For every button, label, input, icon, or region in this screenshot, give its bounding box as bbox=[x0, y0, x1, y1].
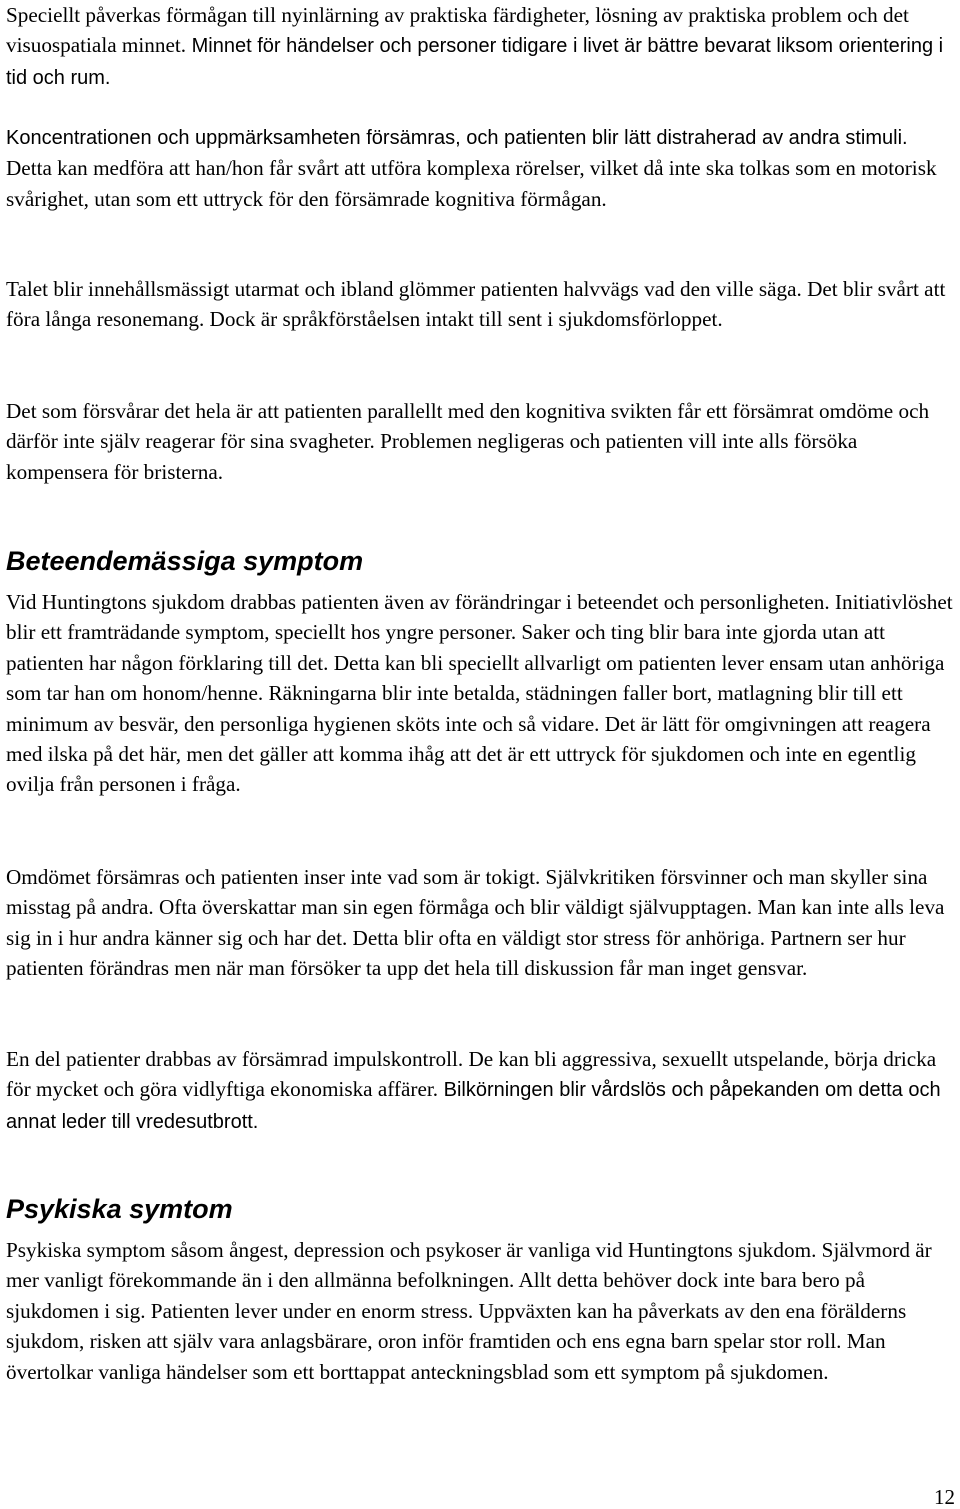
paragraph-impulse-text: En del patienter drabbas av försämrad impulskontroll. De kan bli aggressiva, sexuellt utspelande, börja dricka för mycket och göra vidlyftiga ekonomiska affärer. bbox=[6, 1047, 937, 1102]
paragraph-impulse-text-2: Bilkörningen blir vårdslös och påpekanden om detta och annat leder till vredesutbrott. bbox=[6, 1079, 941, 1133]
heading-behavioral-symptoms: Beteendemässiga symptom bbox=[6, 546, 364, 576]
paragraph-psychological-text: Psykiska symptom såsom ångest, depression och psykoser är vanliga vid Huntingtons sjukdom. Självmord är mer vanligt förekommande än i den allmänna befolkningen. Allt detta behöver dock inte bara bero på sjukdomen i sig. Patienten lever under en enorm stress. Uppväxten kan ha påverkats av den ena förälderns sjukdom, risken att själv vara anlagsbärare, oron inför framtiden och ens egna barn spelar stor roll. Man övertolkar vanliga händelser som ett borttappat anteckningsblad som ett symptom på sjukdomen. bbox=[6, 1238, 932, 1384]
heading-psychological-symptoms: Psykiska symtom bbox=[6, 1194, 233, 1224]
paragraph-psychological bbox=[6, 1235, 956, 1387]
paragraph-impulse bbox=[6, 1044, 956, 1137]
paragraph-selfcriticism-text: Omdömet försämras och patienten inser inte vad som är tokigt. Självkritiken försvinner och man skyller sina misstag på andra. Ofta överskattar man sin egen förmåga och blir väldigt självupptagen. Man kan inte alls leva sig in i hur andra känner sig och har det. Detta blir ofta en väldigt stor stress för anhöriga. Partnern ser hur patienten förändras men när man försöker ta upp det hela till diskussion får man inget gensvar. bbox=[6, 865, 945, 981]
paragraph-concentration-text: Koncentrationen och uppmärksamheten försämras, och patienten blir lätt distraherad av andra stimuli. bbox=[6, 127, 908, 149]
page-number: 12 bbox=[934, 1485, 955, 1509]
paragraph-learning bbox=[6, 0, 956, 93]
paragraph-behavior bbox=[6, 587, 956, 800]
paragraph-learning-text-2: Minnet för händelser och personer tidigare i livet är bättre bevarat liksom orientering i tid och rum. bbox=[6, 35, 944, 89]
paragraph-speech-text: Talet blir innehållsmässigt utarmat och ibland glömmer patienten halvvägs vad den ville säga. Det blir svårt att föra långa resonemang. Dock är språkförståelsen intakt till sent i sjukdomsförloppet. bbox=[6, 277, 946, 332]
paragraph-concentration-text-2: Detta kan medföra att han/hon får svårt att utföra komplexa rörelser, vilket då inte ska tolkas som en motorisk svårighet, utan som ett uttryck för den försämrade kognitiva förmågan. bbox=[6, 156, 937, 211]
paragraph-speech bbox=[6, 274, 956, 335]
paragraph-judgement bbox=[6, 396, 956, 487]
paragraph-learning-text: Speciellt påverkas förmågan till nyinlärning av praktiska färdigheter, lösning av praktiska problem och det visuospatiala minnet. bbox=[6, 3, 909, 58]
paragraph-behavior-text: Vid Huntingtons sjukdom drabbas patienten även av förändringar i beteendet och personligheten. Initiativlöshet blir ett framträdande symptom, speciellt hos yngre personer. Saker och ting blir bara inte gjorda utan att patienten har någon förklaring till det. Detta kan bli speciellt allvarligt om patienten lever ensam utan anhöriga som tar han om honom/henne. Räkningarna blir inte betalda, städningen faller bort, matlagning blir till ett minimum av besvär, den personliga hygienen sköts inte och så vidare. Det är lätt för omgivningen att reagera med ilska på det här, men det gäller att komma ihåg att det är ett uttryck för sjukdomen och inte en egentlig ovilja från personen i fråga. bbox=[6, 590, 953, 797]
paragraph-judgement-text: Det som försvårar det hela är att patienten parallellt med den kognitiva svikten får ett försämrat omdöme och därför inte själv reagerar för sina svagheter. Problemen negligeras och patienten vill inte alls försöka kompensera för bristerna. bbox=[6, 399, 930, 484]
paragraph-selfcriticism bbox=[6, 862, 956, 984]
paragraph-concentration bbox=[6, 122, 956, 214]
